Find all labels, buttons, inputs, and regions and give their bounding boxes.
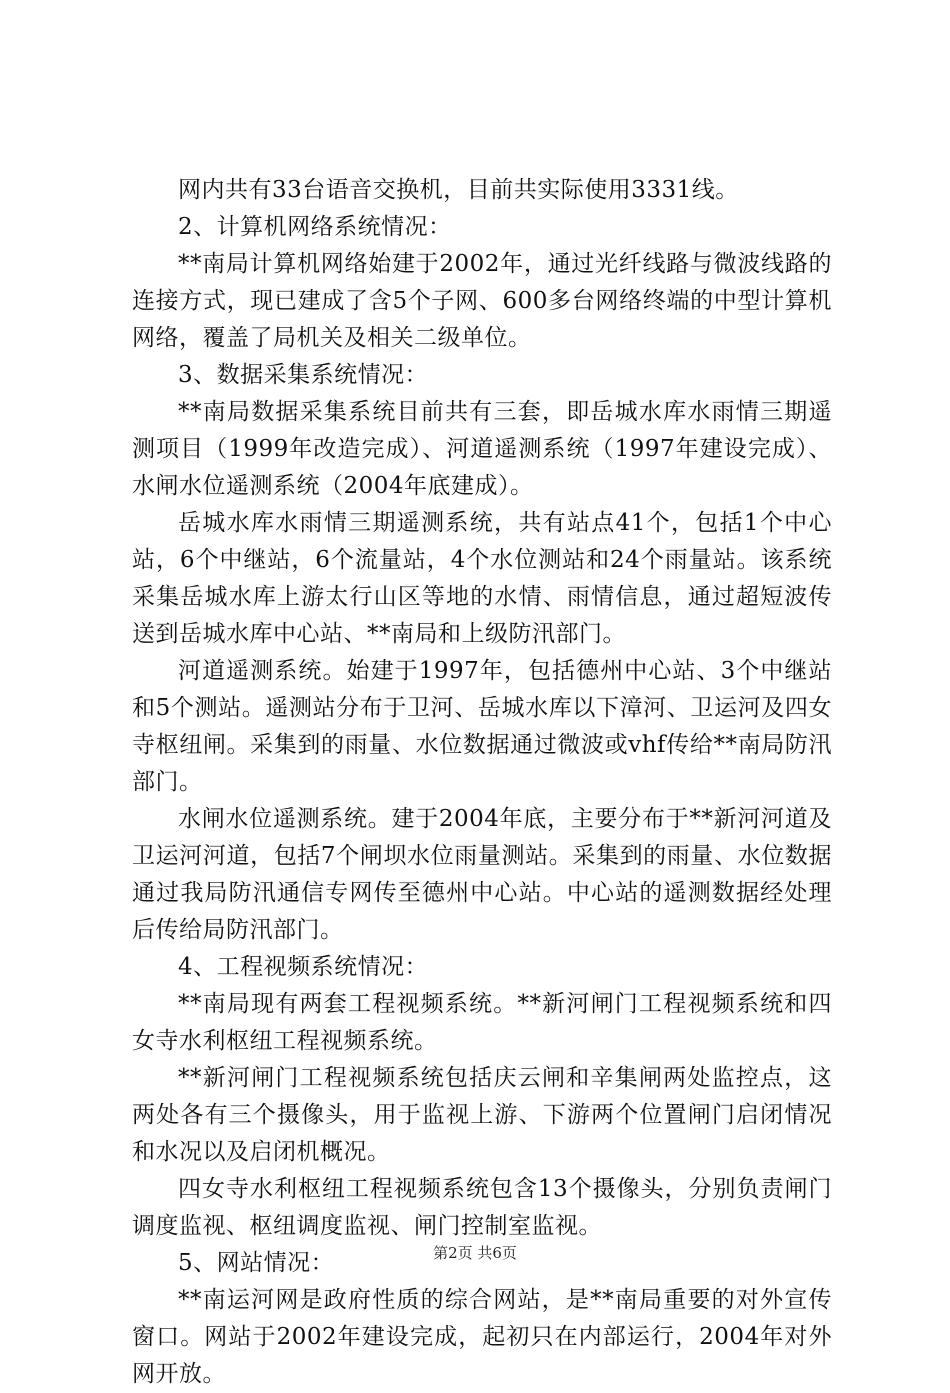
- paragraph-exchange-count: 网内共有33台语音交换机，目前共实际使用3331线。: [178, 177, 739, 203]
- paragraph-sluice-telemetry: 水闸水位遥测系统。建于2004年底，主要分布于**新河河道及卫运河河道，包括7个闸坝水位雨量测站。采集到的雨量、水位数据通过我局防汛通信专网传至德州中心站。中心站的遥测数据经处理后传给局防汛部门。: [132, 806, 832, 943]
- paragraph-video-overview: **南局现有两套工程视频系统。**新河闸门工程视频系统和四女寺水利枢纽工程视频系统。: [132, 991, 832, 1054]
- heading-computer-network: 2、计算机网络系统情况：: [178, 214, 452, 240]
- heading-data-collection: 3、数据采集系统情况：: [178, 362, 429, 388]
- paragraph-river-telemetry: 河道遥测系统。始建于1997年，包括德州中心站、3个中继站和5个测站。遥测站分布于卫河、岳城水库以下漳河、卫运河及四女寺枢纽闸。采集到的雨量、水位数据通过微波或vhf传给**南局防汛部门。: [132, 658, 832, 795]
- document-body: [132, 172, 832, 1393]
- paragraph-computer-network: **南局计算机网络始建于2002年，通过光纤线路与微波线路的连接方式，现已建成了含5个子网、600多台网络终端的中型计算机网络，覆盖了局机关及相关二级单位。: [132, 251, 832, 351]
- paragraph-data-collection: **南局数据采集系统目前共有三套，即岳城水库水雨情三期遥测项目（1999年改造完成）、河道遥测系统（1997年建设完成）、水闸水位遥测系统（2004年底建成）。: [132, 399, 832, 499]
- page-number-footer: 第2页 共6页: [433, 1244, 517, 1262]
- heading-video-system: 4、工程视频系统情况：: [178, 954, 429, 980]
- paragraph-yuecheng-telemetry: 岳城水库水雨情三期遥测系统，共有站点41个，包括1个中心站，6个中继站，6个流量站，4个水位测站和24个雨量站。该系统采集岳城水库上游太行山区等地的水情、雨情信息，通过超短波传送到岳城水库中心站、**南局和上级防汛部门。: [132, 510, 832, 647]
- paragraph-website: **南运河网是政府性质的综合网站，是**南局重要的对外宣传窗口。网站于2002年建设完成，起初只在内部运行，2004年对外网开放。: [132, 1287, 832, 1387]
- heading-website: 5、网站情况：: [178, 1250, 335, 1276]
- paragraph-xinhe-video: **新河闸门工程视频系统包括庆云闸和辛集闸两处监控点，这两处各有三个摄像头，用于监视上游、下游两个位置闸门启闭情况和水况以及启闭机概况。: [132, 1065, 832, 1165]
- paragraph-sinvsi-video: 四女寺水利枢纽工程视频系统包含13个摄像头，分别负责闸门调度监视、枢纽调度监视、闸门控制室监视。: [132, 1176, 832, 1239]
